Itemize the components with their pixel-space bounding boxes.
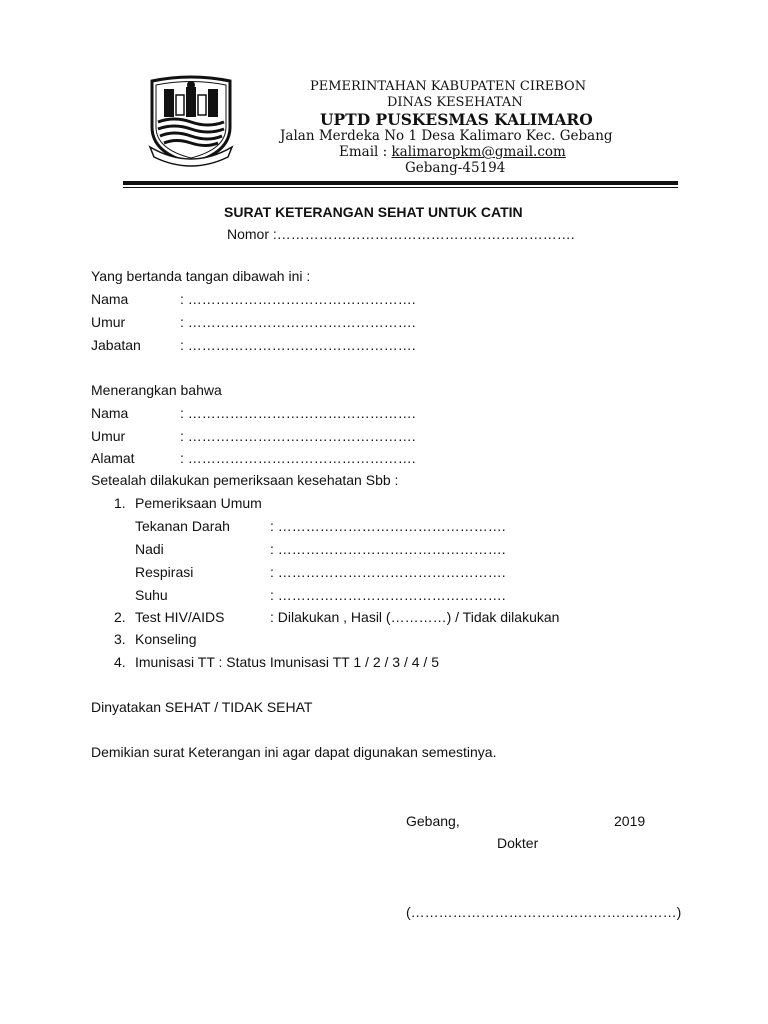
signature-place: Gebang,	[406, 813, 460, 829]
vital-pulse-label: Nadi	[135, 541, 164, 557]
document-number: Nomor :……………………………………………………….	[227, 226, 575, 242]
signer-intro: Yang bertanda tangan dibawah ini :	[91, 268, 311, 284]
list-item-1-number: 1.	[114, 495, 126, 511]
header-line-2: DINAS KESEHATAN	[387, 95, 523, 110]
vital-respiration-value: : ………………………………………….	[270, 564, 506, 580]
exam-intro: Setealah dilakukan pemeriksaan kesehatan Sbb :	[91, 472, 399, 488]
subject-age-value: : ………………………………………….	[180, 428, 416, 444]
signature-year: 2019	[614, 813, 646, 829]
vital-respiration-label: Respirasi	[135, 564, 194, 580]
subject-intro: Menerangkan bahwa	[91, 382, 222, 398]
vital-temperature-label: Suhu	[135, 587, 168, 603]
subject-address-label: Alamat	[91, 450, 135, 466]
signature-role: Dokter	[497, 835, 539, 851]
header-postal: Gebang-45194	[405, 160, 506, 176]
header-divider-thick	[123, 181, 678, 185]
signer-position-label: Jabatan	[91, 337, 141, 353]
list-item-3-text: Konseling	[135, 631, 197, 647]
subject-address-value: : ………………………………………….	[180, 450, 416, 466]
vital-temperature-value: : ………………………………………….	[270, 587, 506, 603]
regency-emblem-logo	[148, 75, 234, 167]
signer-age-value: : ………………………………………….	[180, 314, 416, 330]
signer-position-value: : ………………………………………….	[180, 337, 416, 353]
vital-blood-pressure-value: : ………………………………………….	[270, 518, 506, 534]
subject-name-label: Nama	[91, 405, 129, 421]
list-item-4-text: Imunisasi TT : Status Imunisasi TT 1 / 2 / 3 / 4 / 5	[135, 654, 439, 670]
header-org-name: UPTD PUSKESMAS KALIMARO	[320, 110, 593, 129]
header-email-link[interactable]: kalimaropkm@gmail.com	[391, 144, 566, 160]
list-item-2-text: Test HIV/AIDS	[135, 609, 225, 625]
signature-name-line: (…………………………………………………)	[406, 904, 682, 920]
list-item-1-text: Pemeriksaan Umum	[135, 495, 262, 511]
header-email-line	[339, 144, 566, 160]
list-item-2-value: : Dilakukan , Hasil (…………) / Tidak dilakukan	[270, 609, 560, 625]
subject-age-label: Umur	[91, 428, 126, 444]
signer-name-value: : ………………………………………….	[180, 291, 416, 307]
vital-blood-pressure-label: Tekanan Darah	[135, 518, 230, 534]
document-title: SURAT KETERANGAN SEHAT UNTUK CATIN	[224, 204, 523, 220]
signer-age-label: Umur	[91, 314, 126, 330]
header-divider-thin	[123, 187, 678, 188]
list-item-3-number: 3.	[114, 631, 126, 647]
header-email-label: Email :	[339, 144, 392, 160]
closing-sentence: Demikian surat Keterangan ini agar dapat digunakan semestinya.	[91, 744, 497, 760]
health-statement: Dinyatakan SEHAT / TIDAK SEHAT	[91, 699, 313, 715]
list-item-2-number: 2.	[114, 609, 126, 625]
header-line-1: PEMERINTAHAN KABUPATEN CIREBON	[310, 79, 587, 94]
vital-pulse-value: : ………………………………………….	[270, 541, 506, 557]
list-item-4-number: 4.	[114, 654, 126, 670]
subject-name-value: : ………………………………………….	[180, 405, 416, 421]
signer-name-label: Nama	[91, 291, 129, 307]
header-address: Jalan Merdeka No 1 Desa Kalimaro Kec. Gebang	[280, 128, 613, 144]
